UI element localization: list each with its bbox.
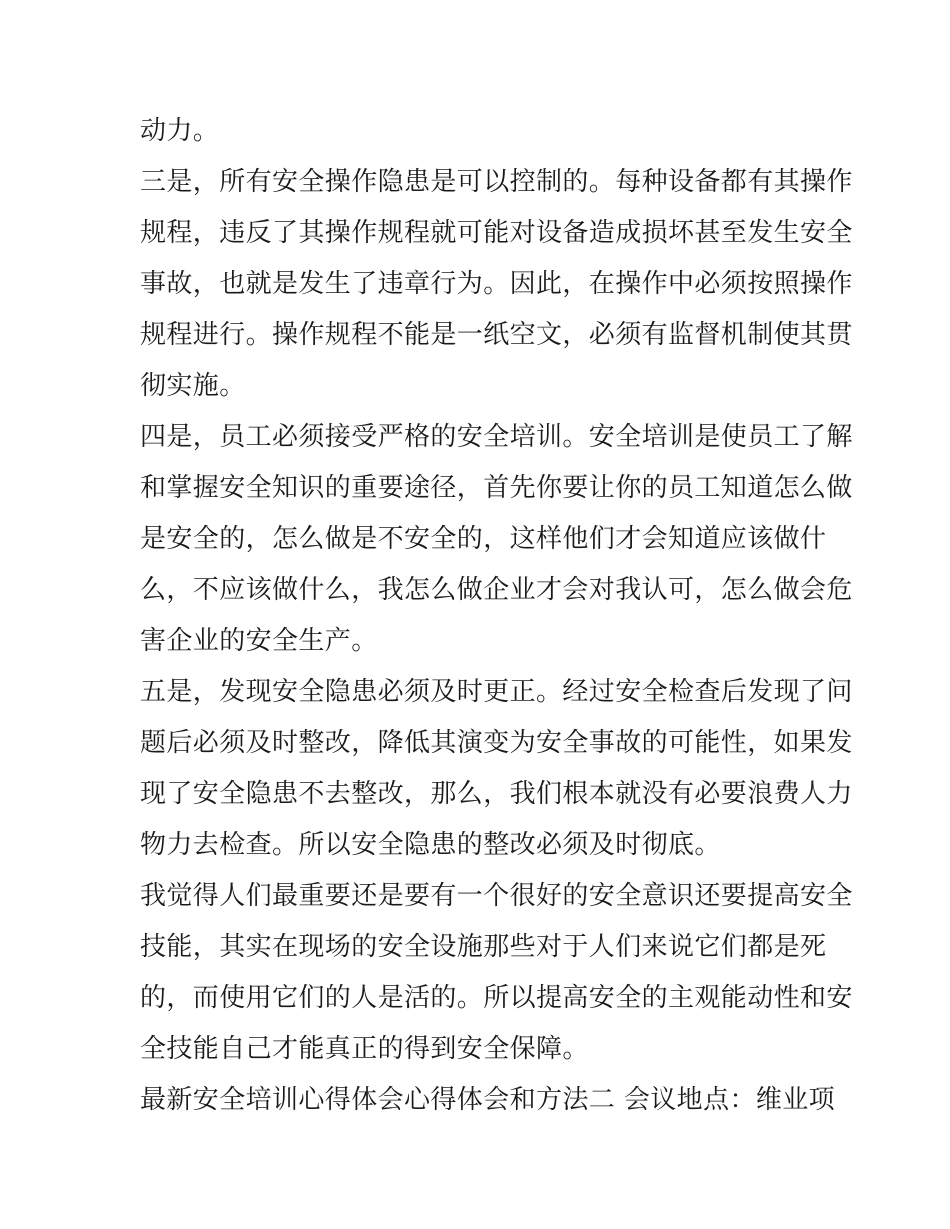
text-line: 最新安全培训心得体会心得体会和方法二 会议地点：维业项 xyxy=(140,1085,836,1115)
text-line: 的，而使用它们的人是活的。所以提高安全的主观能动性和安 xyxy=(140,983,853,1013)
text-line: 规程进行。操作规程不能是一纸空文，必须有监督机制使其贯 xyxy=(140,320,853,350)
text-line: 全技能自己才能真正的得到安全保障。 xyxy=(140,1034,589,1064)
text-line: 题后必须及时整改，降低其演变为安全事故的可能性，如果发 xyxy=(140,728,853,758)
text-line: 四是，员工必须接受严格的安全培训。安全培训是使员工了解 xyxy=(140,422,853,452)
text-line: 彻实施。 xyxy=(140,371,246,401)
text-line: 是安全的，怎么做是不安全的，这样他们才会知道应该做什 xyxy=(140,524,827,554)
text-line: 么，不应该做什么，我怎么做企业才会对我认可，怎么做会危 xyxy=(140,575,853,605)
text-line: 和掌握安全知识的重要途径，首先你要让你的员工知道怎么做 xyxy=(140,473,853,503)
text-line: 物力去检查。所以安全隐患的整改必须及时彻底。 xyxy=(140,830,721,860)
text-line: 五是，发现安全隐患必须及时更正。经过安全检查后发现了问 xyxy=(140,677,853,707)
text-line: 现了安全隐患不去整改，那么，我们根本就没有必要浪费人力 xyxy=(140,779,853,809)
text-line: 动力。 xyxy=(140,116,220,146)
text-line: 事故，也就是发生了违章行为。因此，在操作中必须按照操作 xyxy=(140,269,853,299)
text-line: 三是，所有安全操作隐患是可以控制的。每种设备都有其操作 xyxy=(140,167,853,197)
text-line: 规程，违反了其操作规程就可能对设备造成损坏甚至发生安全 xyxy=(140,218,853,248)
body-text xyxy=(140,106,853,1126)
text-line: 技能，其实在现场的安全设施那些对于人们来说它们都是死 xyxy=(140,932,827,962)
text-line: 我觉得人们最重要还是要有一个很好的安全意识还要提高安全 xyxy=(140,881,853,911)
text-line: 害企业的安全生产。 xyxy=(140,626,378,656)
